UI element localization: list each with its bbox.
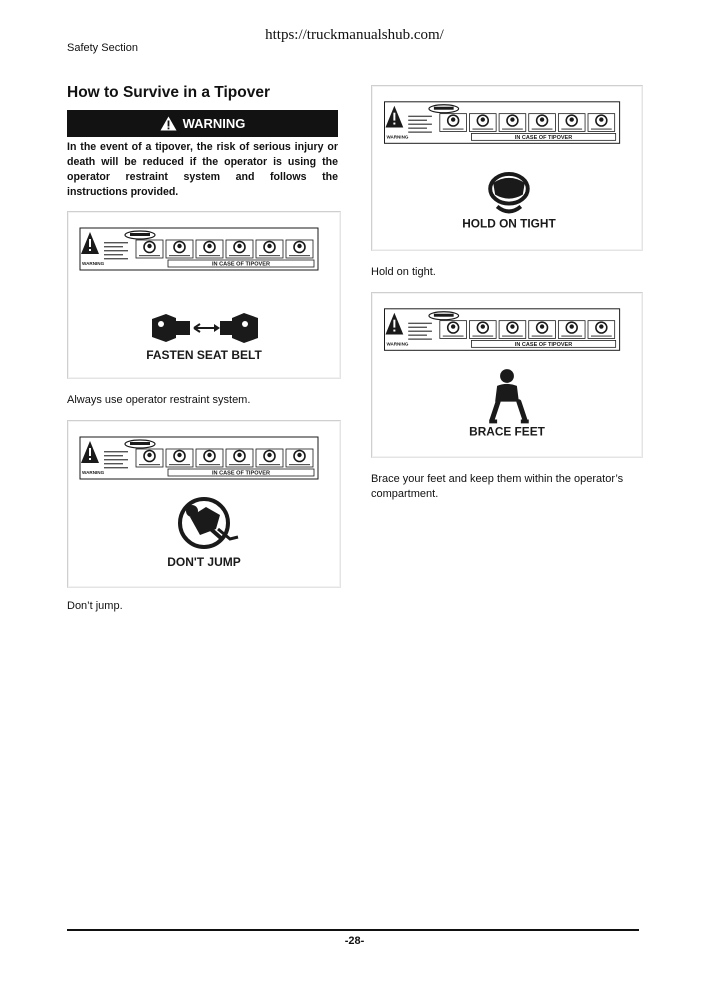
brace-feet-icon bbox=[226, 449, 253, 467]
figure-fasten-seat-belt bbox=[67, 211, 341, 379]
lean-forward-icon bbox=[286, 449, 313, 467]
warning-label: WARNING bbox=[182, 116, 246, 131]
decal-banner: IN CASE OF TIPOVER bbox=[514, 134, 573, 141]
operator-restraint-icon bbox=[440, 321, 467, 339]
hold-on-tight-icon bbox=[196, 449, 223, 467]
caption-brace-feet: Brace your feet and keep them within the operator’s compartment. bbox=[371, 473, 624, 500]
warning-bar bbox=[67, 110, 338, 137]
operator-restraint-icon bbox=[136, 449, 163, 467]
fasten-seat-belt-decal bbox=[68, 212, 340, 378]
seat-belt-buckle-icon bbox=[152, 313, 258, 343]
brace-feet-decal bbox=[372, 293, 642, 457]
figure-label: HOLD ON TIGHT bbox=[462, 216, 556, 231]
caption-seat-belt: Always use operator restraint system. bbox=[67, 394, 251, 406]
lean-away-icon bbox=[256, 240, 283, 258]
decal-banner: IN CASE OF TIPOVER bbox=[514, 341, 573, 348]
caption-dont-jump: Don’t jump. bbox=[67, 600, 123, 612]
running-head: Safety Section bbox=[67, 42, 138, 54]
decal-warning-word: WARNING bbox=[82, 261, 105, 266]
caption-hold-on-tight: Hold on tight. bbox=[371, 266, 436, 278]
decal-banner: IN CASE OF TIPOVER bbox=[211, 261, 271, 268]
figure-label: BRACE FEET bbox=[469, 424, 545, 439]
hold-on-tight-icon bbox=[196, 240, 223, 258]
tipover-decal bbox=[384, 309, 619, 350]
decal-warning-word: WARNING bbox=[82, 470, 105, 475]
figure-brace-feet bbox=[371, 292, 643, 458]
lean-forward-icon bbox=[588, 321, 615, 339]
tipover-decal bbox=[80, 228, 318, 270]
figure-dont-jump bbox=[67, 420, 341, 588]
hold-on-tight-icon bbox=[499, 321, 526, 339]
operator-restraint-icon bbox=[440, 114, 467, 132]
section-title: How to Survive in a Tipover bbox=[67, 84, 270, 101]
dont-jump-icon bbox=[469, 321, 496, 339]
dont-jump-decal bbox=[68, 421, 340, 587]
brace-feet-icon bbox=[226, 240, 253, 258]
decal-warning-word: WARNING bbox=[386, 341, 409, 347]
dont-jump-icon bbox=[166, 449, 193, 467]
figure-label: DON'T JUMP bbox=[167, 555, 241, 569]
footer-rule bbox=[67, 929, 639, 931]
figure-hold-on-tight bbox=[371, 85, 643, 251]
warning-triangle-icon bbox=[160, 116, 177, 131]
page-number: -28- bbox=[344, 935, 365, 947]
hold-on-tight-icon bbox=[499, 114, 526, 132]
tipover-decal bbox=[80, 437, 318, 479]
decal-warning-word: WARNING bbox=[386, 134, 409, 140]
lean-forward-icon bbox=[286, 240, 313, 258]
operator-restraint-icon bbox=[136, 240, 163, 258]
hold-on-tight-decal bbox=[372, 86, 642, 250]
dont-jump-icon bbox=[166, 240, 193, 258]
dont-jump-icon bbox=[469, 114, 496, 132]
hold-on-tight-icon bbox=[490, 174, 528, 212]
figure-label: FASTEN SEAT BELT bbox=[146, 348, 262, 362]
brace-feet-icon bbox=[489, 369, 529, 421]
brace-feet-icon bbox=[529, 321, 556, 339]
tipover-decal bbox=[384, 102, 619, 143]
source-url: https://truckmanualshub.com/ bbox=[265, 27, 444, 43]
lean-away-icon bbox=[558, 114, 585, 132]
lean-forward-icon bbox=[588, 114, 615, 132]
lean-away-icon bbox=[256, 449, 283, 467]
decal-banner: IN CASE OF TIPOVER bbox=[211, 470, 271, 477]
dont-jump-icon bbox=[180, 499, 238, 547]
brace-feet-icon bbox=[529, 114, 556, 132]
warning-text: In the event of a tipover, the risk of serious injury or death will be reduced if the operator is using the operator restraint system and follows the instructions provided. bbox=[67, 141, 338, 198]
lean-away-icon bbox=[558, 321, 585, 339]
